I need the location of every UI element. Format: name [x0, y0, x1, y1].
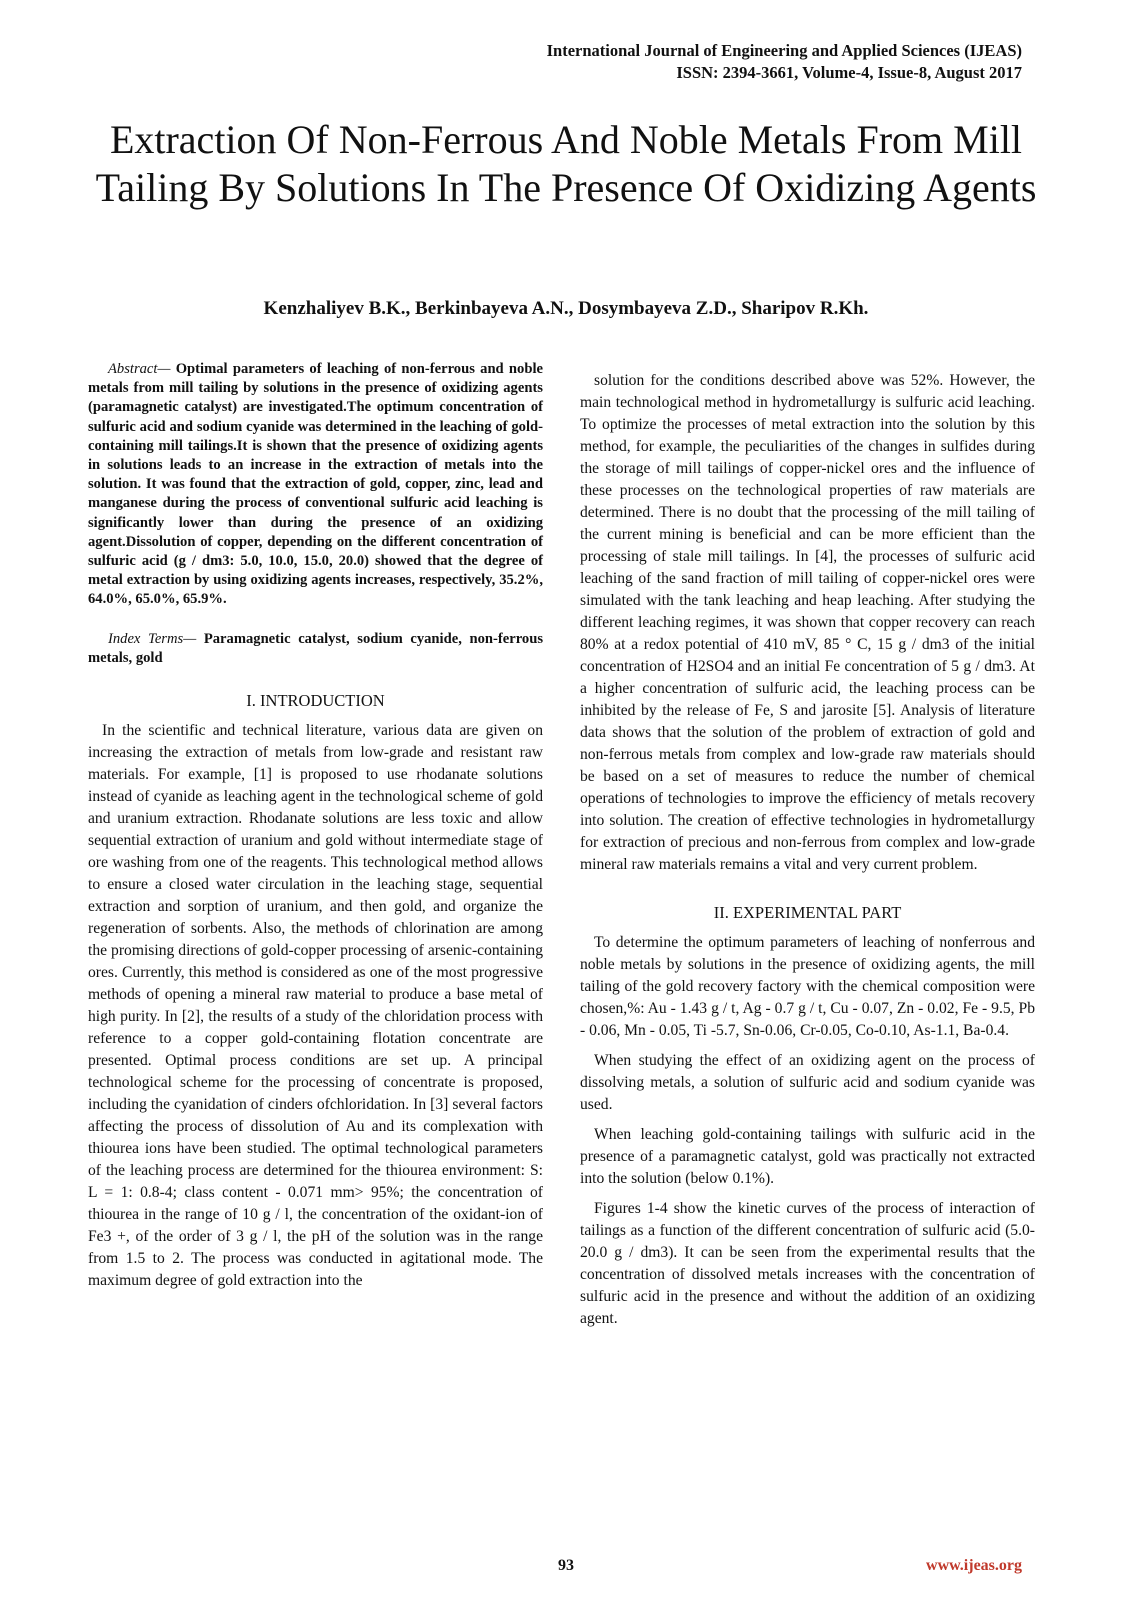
index-terms-text: Paramagnetic catalyst, sodium cyanide, non-ferrous metals, gold — [88, 630, 543, 666]
index-terms-lead: Index Terms— — [108, 630, 197, 647]
page-number: 93 — [558, 1557, 574, 1574]
journal-name: International Journal of Engineering and Applied Sciences (IJEAS) — [546, 41, 1022, 60]
paper-title: Extraction Of Non-Ferrous And Noble Metals From Mill Tailing By Solutions In The Presence Of Oxidizing Agents — [95, 117, 1037, 210]
journal-issn: ISSN: 2394-3661, Volume-4, Issue-8, August 2017 — [676, 63, 1022, 82]
abstract-text: Optimal parameters of leaching of non-ferrous and noble metals from mill tailing by solutions in the presence of oxidizing agents (paramagnetic catalyst) are investigated.The optimum concentration of sulfuric acid and sodium cyanide was determined in the leaching of gold-containing mill tailings.It is shown that the presence of oxidizing agents in solutions leads to an increase in the extraction of metals into the solution. It was found that the extraction of gold, copper, zinc, lead and manganese during the process of conventional sulfuric acid leaching is significantly lower than during the presence of an oxidizing agent.Dissolution of copper, depending on the different concentration of sulfuric acid (g / dm3: 5.0, 10.0, 15.0, 20.0) showed that the degree of metal extraction by using oxidizing agents increases, respectively, 35.2%, 64.0%, 65.0%, 65.9%. — [88, 361, 543, 608]
index-terms — [88, 630, 543, 668]
journal-header — [547, 40, 1022, 84]
abstract — [88, 360, 543, 610]
introduction-paragraph: In the scientific and technical literature, various data are given on increasing the extraction of metals from low-grade and resistant raw materials. For example, [1] is proposed to use rhodanate solutions instead of cyanide as leaching agent in the technological scheme of gold and uranium extraction. Rhodanate solutions are less toxic and allow sequential extraction of uranium and gold without intermediate stage of ore washing from one of the reagents. This technological method allows to ensure a closed water circulation in the leaching stage, sequential extraction and sorption of uranium, and then gold, and organize the regeneration of sorbents. Also, the methods of chlorination are among the promising directions of gold-copper processing of arsenic-containing ores. Currently, this method is considered as one of the most progressive methods of opening a mineral raw material to produce a base metal of high purity. In [2], the results of a study of the chloridation process with reference to a copper gold-containing flotation concentrate are presented. Optimal process conditions are set up. A principal technological scheme for the processing of concentrate is proposed, including the cyanidation of cinders ofchloridation. In [3] several factors affecting the process of dissolution of Au and its complexation with thiourea ions have been studied. The optimal technological parameters of the leaching process are determined for the thiourea environment: S: L = 1: 0.8-4; class content - 0.071 mm> 95%; the concentration of thiourea in the range of 10 g / l, the concentration of the oxidant-ion of Fe3 +, of the order of 3 g / l, the pH of the solution was in the range from 1.5 to 2. The process was conducted in agitational mode. The maximum degree of gold extraction into the — [88, 722, 543, 1290]
right-column — [580, 370, 1035, 1338]
author-list: Kenzhaliyev B.K., Berkinbayeva A.N., Dosymbayeva Z.D., Sharipov R.Kh. — [263, 298, 869, 319]
abstract-lead: Abstract— — [108, 361, 171, 377]
section-heading-experimental: II. EXPERIMENTAL PART — [713, 903, 902, 922]
experimental-paragraph-3: When leaching gold-containing tailings with sulfuric acid in the presence of a paramagnetic catalyst, gold was practically not extracted into the solution (below 0.1%). — [580, 1126, 1035, 1187]
experimental-paragraph-2: When studying the effect of an oxidizing agent on the process of dissolving metals, a solution of sulfuric acid and sodium cyanide was used. — [580, 1052, 1035, 1113]
experimental-paragraph-4: Figures 1-4 show the kinetic curves of the process of interaction of tailings as a function of the different concentration of sulfuric acid (5.0-20.0 g / dm3). It can be seen from the experimental results that the concentration of dissolved metals increases with the concentration of sulfuric acid in the presence and without the addition of an oxidizing agent. — [580, 1200, 1035, 1327]
section-heading-introduction: I. INTRODUCTION — [246, 691, 385, 711]
experimental-paragraph-1: To determine the optimum parameters of leaching of nonferrous and noble metals by solutions in the presence of oxidizing agents, the mill tailing of the gold recovery factory with the chemical composition were chosen,%: Au - 1.43 g / t, Ag - 0.7 g / t, Cu - 0.07, Zn - 0.02, Fe - 9.5, Pb - 0.06, Mn - 0.05, Ti -5.7, Sn-0.06, Cr-0.05, Co-0.10, As-1.1, Ba-0.4. — [580, 934, 1035, 1039]
introduction-continued-paragraph: solution for the conditions described above was 52%. However, the main technological method in hydrometallurgy is sulfuric acid leaching. To optimize the processes of metal extraction into the solution by this method, for example, the peculiarities of the changes in sulfides during the storage of mill tailings of copper-nickel ores and the influence of these processes on the technological properties of raw materials are determined. There is no doubt that the processing of the mill tailing of the current mining is beneficial and can be more efficient than the processing of stale mill tailings. In [4], the processes of sulfuric acid leaching of the sand fraction of mill tailing of copper-nickel ores were simulated with the tank leaching and heap leaching. After studying the different leaching regimes, it was shown that copper recovery can reach 80% at a redox potential of 410 mV, 85 ° C, 15 g / dm3 of the initial concentration of H2SO4 and an initial Fe concentration of 5 g / dm3. At a higher concentration of sulfuric acid, the leaching process can be inhibited by the release of Fe, S and jarosite [5]. Analysis of literature data shows that the solution of the problem of extraction of gold and non-ferrous metals from complex and low-grade raw materials should be based on a set of measures to reduce the number of chemical operations of technologies to improve the efficiency of metals recovery into solution. The creation of effective technologies in hydrometallurgy for extraction of precious and non-ferrous from complex and low-grade mineral raw materials remains a vital and very current problem. — [580, 372, 1035, 873]
left-column — [88, 360, 543, 1300]
journal-website-link[interactable]: www.ijeas.org — [926, 1557, 1022, 1574]
